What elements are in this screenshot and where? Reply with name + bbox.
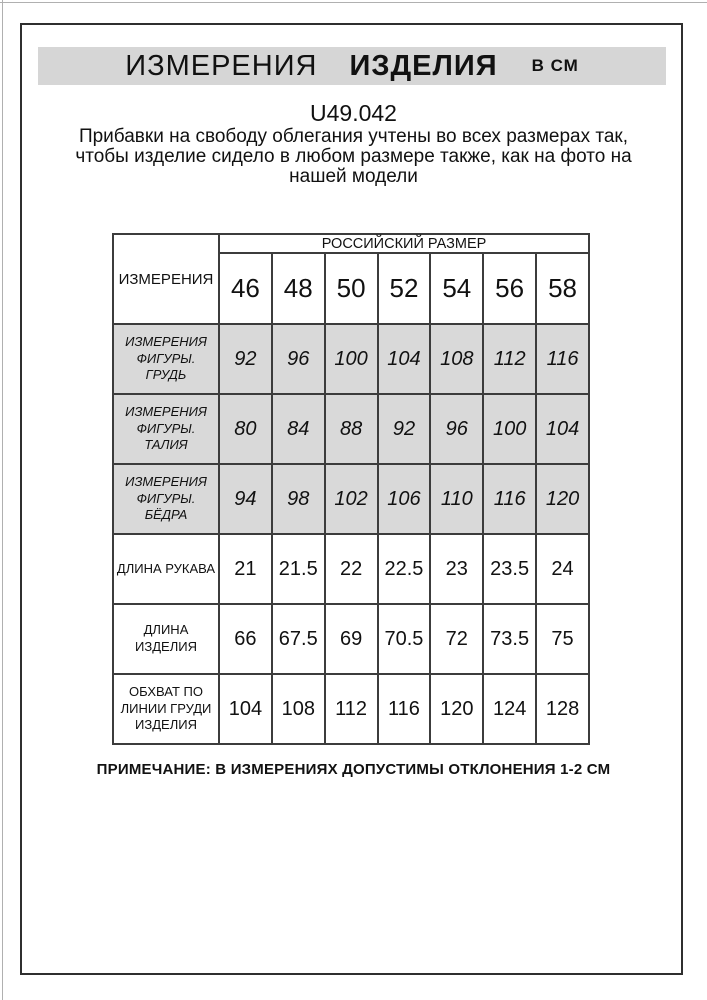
size-header: 56 (483, 253, 536, 324)
size-header: 50 (325, 253, 378, 324)
measurement-value-cell: 23.5 (483, 534, 536, 604)
size-header: 58 (536, 253, 589, 324)
measurement-value-cell: 73.5 (483, 604, 536, 674)
row-label: ИЗМЕРЕНИЯ ФИГУРЫ. ТАЛИЯ (113, 394, 219, 464)
size-header: 48 (272, 253, 325, 324)
article-code: U49.042 (310, 100, 397, 126)
measurement-value-cell: 84 (272, 394, 325, 464)
size-header: 54 (430, 253, 483, 324)
row-label: ИЗМЕРЕНИЯ ФИГУРЫ. ГРУДЬ (113, 324, 219, 394)
measurement-value-cell: 102 (325, 464, 378, 534)
table-body (113, 324, 589, 744)
measurement-value-cell: 21 (219, 534, 272, 604)
measurement-value-cell: 98 (272, 464, 325, 534)
fit-description-line-3: нашей модели (289, 166, 418, 187)
measurement-value-cell: 104 (219, 674, 272, 744)
header-title-product: ИЗДЕЛИЯ (349, 49, 498, 82)
measurement-value-cell: 70.5 (378, 604, 431, 674)
measurement-value-cell: 116 (536, 324, 589, 394)
measurement-value-cell: 96 (430, 394, 483, 464)
measurement-value-cell: 69 (325, 604, 378, 674)
table-row (113, 534, 589, 604)
fit-description-line-1: Прибавки на свободу облегания учтены во всех размерах так, (78, 126, 629, 147)
measurement-value-cell: 124 (483, 674, 536, 744)
measurement-value-cell: 92 (219, 324, 272, 394)
size-header: 52 (378, 253, 431, 324)
measurement-value-cell: 96 (272, 324, 325, 394)
measurement-value-cell: 112 (483, 324, 536, 394)
size-chart-table (112, 233, 590, 745)
measurement-value-cell: 116 (378, 674, 431, 744)
measurement-value-cell: 128 (536, 674, 589, 744)
fit-description (0, 127, 707, 187)
fit-description-line-2: чтобы изделие сидело в любом размере также, как на фото на (75, 146, 632, 167)
row-label: ИЗМЕРЕНИЯ ФИГУРЫ. БЁДРА (113, 464, 219, 534)
header-bar (38, 47, 666, 85)
row-label: ДЛИНА ИЗДЕЛИЯ (113, 604, 219, 674)
measurement-value-cell: 88 (325, 394, 378, 464)
measurement-value-cell: 120 (536, 464, 589, 534)
table-row (113, 394, 589, 464)
measurement-value-cell: 100 (483, 394, 536, 464)
measurement-value-cell: 67.5 (272, 604, 325, 674)
measurement-value-cell: 80 (219, 394, 272, 464)
header-title-measurements: ИЗМЕРЕНИЯ (125, 49, 318, 82)
table-row (113, 604, 589, 674)
table-row (113, 464, 589, 534)
table-group-header-row (113, 234, 589, 253)
measurement-value-cell: 75 (536, 604, 589, 674)
measurement-value-cell: 120 (430, 674, 483, 744)
table-group-header: РОССИЙСКИЙ РАЗМЕР (219, 234, 589, 253)
measurement-value-cell: 108 (430, 324, 483, 394)
measurement-value-cell: 106 (378, 464, 431, 534)
measurement-value-cell: 116 (483, 464, 536, 534)
measurement-value-cell: 21.5 (272, 534, 325, 604)
measurement-value-cell: 23 (430, 534, 483, 604)
measurement-value-cell: 66 (219, 604, 272, 674)
measurement-value-cell: 22.5 (378, 534, 431, 604)
measurement-value-cell: 108 (272, 674, 325, 744)
measurement-value-cell: 72 (430, 604, 483, 674)
table-row (113, 324, 589, 394)
measurement-value-cell: 94 (219, 464, 272, 534)
note-text: ПРИМЕЧАНИЕ: В ИЗМЕРЕНИЯХ ДОПУСТИМЫ ОТКЛОНЕНИЯ 1-2 СМ (96, 761, 611, 778)
measurement-value-cell: 104 (536, 394, 589, 464)
size-header: 46 (219, 253, 272, 324)
table-corner-label: ИЗМЕРЕНИЯ (113, 234, 219, 324)
page-edge-top-line (0, 2, 707, 3)
row-label: ОБХВАТ ПО ЛИНИИ ГРУДИ ИЗДЕЛИЯ (113, 674, 219, 744)
table-row (113, 674, 589, 744)
measurement-value-cell: 110 (430, 464, 483, 534)
measurement-value-cell: 100 (325, 324, 378, 394)
measurement-value-cell: 112 (325, 674, 378, 744)
measurement-value-cell: 92 (378, 394, 431, 464)
measurement-value-cell: 104 (378, 324, 431, 394)
measurement-value-cell: 24 (536, 534, 589, 604)
header-unit-label: В СМ (531, 56, 579, 75)
row-label: ДЛИНА РУКАВА (113, 534, 219, 604)
measurement-value-cell: 22 (325, 534, 378, 604)
